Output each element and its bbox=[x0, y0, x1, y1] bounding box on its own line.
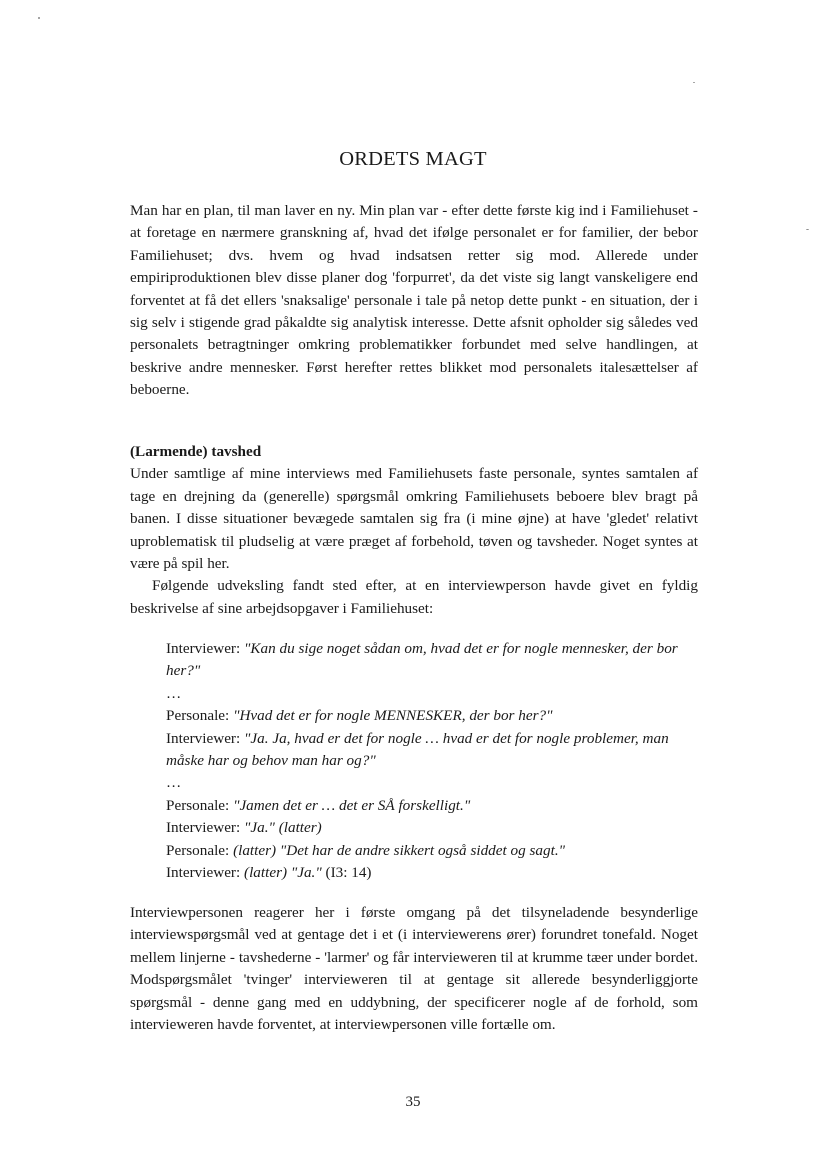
quote-text: "Ja. Ja, hvad er det for nogle … hvad er det for nogle problemer, man måske har og behov man har og?" bbox=[166, 729, 669, 770]
section-paragraph: Følgende udveksling fandt sted efter, at en interviewperson havde givet en fyldig beskrivelse af sine arbejdsopgaver i Familiehuset: bbox=[130, 577, 698, 617]
section-larmende-tavshed bbox=[130, 441, 698, 620]
intro-paragraph bbox=[130, 200, 698, 402]
quote-text: (latter) "Det har de andre sikkert også siddet og sagt." bbox=[233, 841, 565, 859]
section-paragraph: Under samtlige af mine interviews med Familiehusets faste personale, syntes samtalen af tage en drejning da (generelle) spørgsmål omkring Familiehusets beboere blev bragt på banen. I disse situationer bevægede samtalen sig fra (i mine øjne) at have 'gledet' relativt uproblematisk til pludselig at være præget af forbehold, tøven og tavsheder. Noget syntes at være på spil her. bbox=[130, 465, 698, 573]
page-title: ORDETS MAGT bbox=[339, 148, 487, 170]
conclusion-paragraph bbox=[130, 902, 698, 1036]
speaker-label: Interviewer: bbox=[166, 729, 245, 747]
speaker-label: Interviewer: bbox=[166, 819, 245, 837]
speaker-label: Personale: bbox=[166, 841, 234, 859]
intro-text: Man har en plan, til man laver en ny. Min plan var - efter dette første kig ind i Familiehuset - at foretage en nærmere granskning af, hvad det ifølge personalet er for familier, der bebor Familiehuset; dvs. hvem og hvad indsatsen retter sig mod. Allerede under empiriproduktionen blev disse planer dog 'forpurret', da det viste sig langt vanskeligere end forventet at få det ellers 'snaksalige' personale i tale på netop dette punkt - en situation, der i sig selv i stigende grad påkaldte sig analytisk interesse. Dette afsnit opholder sig således ved personalets betragtninger omkring problematikker forbundet med selve handlingen, at beskrive andre mennesker. Først herefter rettes blikket mod personalets italesættelser af beboerne. bbox=[130, 202, 698, 399]
dialogue-line bbox=[166, 705, 706, 727]
scan-speck bbox=[693, 82, 695, 83]
quote-text: "Kan du sige noget sådan om, hvad det er for nogle mennesker, der bor her?" bbox=[166, 640, 678, 680]
speaker-label: Personale: bbox=[166, 796, 234, 814]
citation-reference: (I3: 14) bbox=[321, 864, 372, 882]
dialogue-ellipsis: … bbox=[166, 774, 182, 792]
speaker-label: Interviewer: bbox=[166, 864, 245, 882]
dialogue-line bbox=[166, 638, 706, 683]
conclusion-text: Interviewpersonen reagerer her i første omgang på det tilsyneladende besynderlige interviewspørgsmål ved at gentage det i et (i interviewerens ører) forundret tonefald. Noget mellem linjerne - tavshederne - 'larmer' og får intervieweren til at krumme tæer under bordet. Modspørgsmålet 'tvinger' intervieweren til at gentage sit allerede besynderliggjorte spørgsmål - denne gang med en uddybning, der specificerer nogle af de forhold, som intervieweren havde forventet, at interviewpersonen ville fortælle om. bbox=[130, 904, 698, 1034]
dialogue-line bbox=[166, 795, 706, 817]
quote-text: "Jamen det er … det er SÅ forskelligt." bbox=[233, 796, 471, 814]
dialogue-line bbox=[166, 728, 706, 773]
scan-speck bbox=[806, 229, 809, 230]
scan-speck bbox=[38, 17, 40, 19]
page-number: 35 bbox=[405, 1094, 421, 1110]
speaker-label: Interviewer: bbox=[166, 640, 245, 657]
dialogue-line bbox=[166, 862, 706, 884]
dialogue-ellipsis: … bbox=[166, 684, 182, 702]
quote-text: "Ja." (latter) bbox=[244, 819, 322, 837]
section-heading: (Larmende) tavshed bbox=[130, 443, 262, 460]
interview-excerpt bbox=[166, 638, 706, 884]
dialogue-line bbox=[166, 840, 706, 862]
quote-text: (latter) "Ja." bbox=[244, 864, 322, 882]
dialogue-line bbox=[166, 817, 706, 839]
quote-text: "Hvad det er for nogle MENNESKER, der bor her?" bbox=[233, 707, 553, 725]
speaker-label: Personale: bbox=[166, 707, 234, 725]
